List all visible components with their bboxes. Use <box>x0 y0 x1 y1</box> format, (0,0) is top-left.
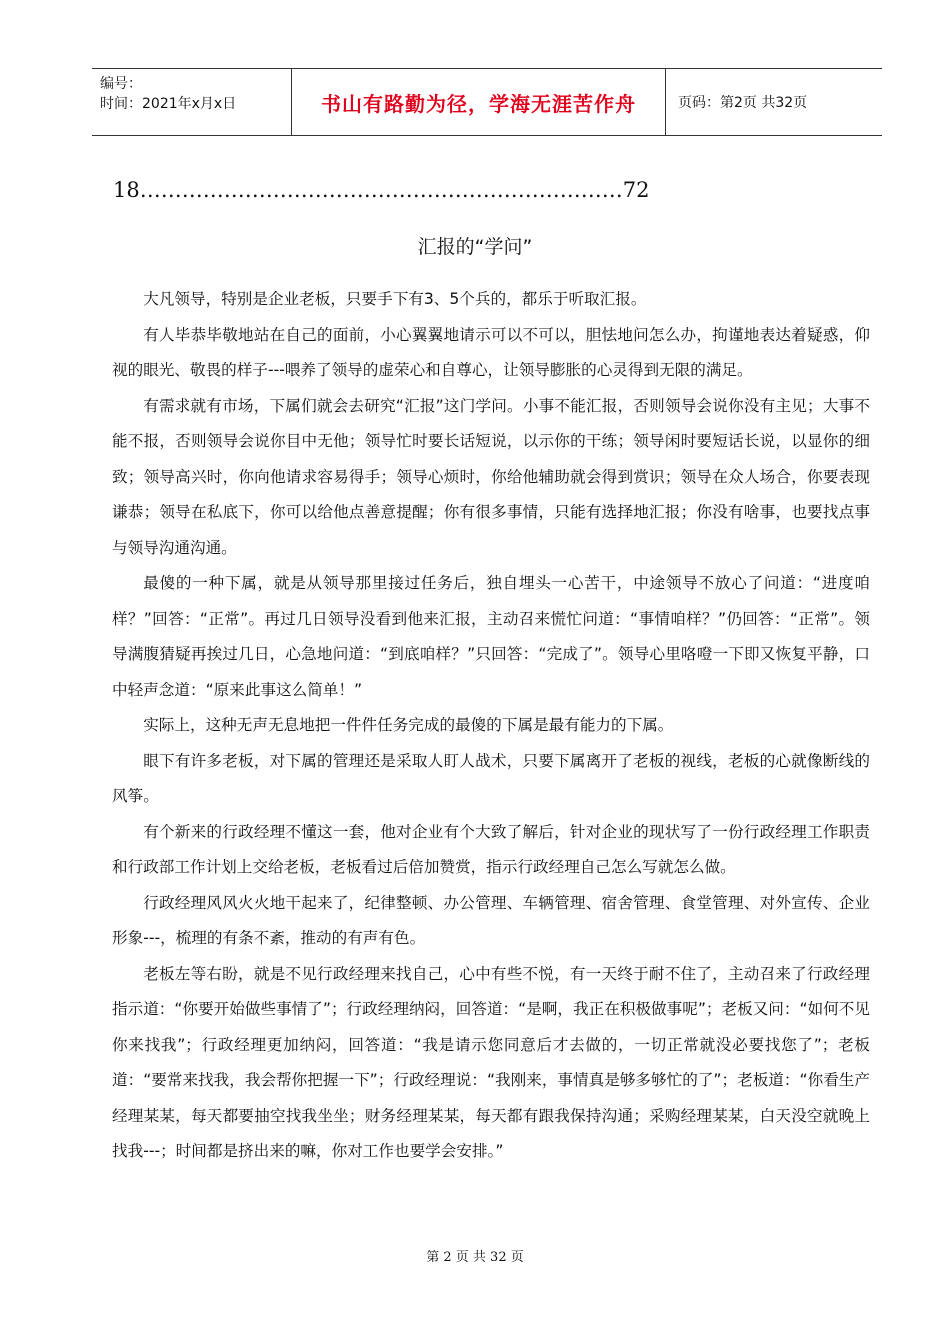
document-title: 汇报的“学问” <box>417 236 533 258</box>
body-text <box>112 282 870 1170</box>
header-page-cell <box>666 69 882 135</box>
code-label: 编号： <box>100 76 142 92</box>
motto-text: 书山有路勤为径，学海无涯苦作舟 <box>321 91 636 116</box>
page-header <box>92 68 882 136</box>
paragraph: 行政经理风风火火地干起来了，纪律整顿、办公管理、车辆管理、宿舍管理、食堂管理、对外宣传、企业形象---，梳理的有条不紊，推动的有声有色。 <box>112 893 870 947</box>
paragraph: 老板左等右盼，就是不见行政经理来找自己，心中有些不悦，有一天终于耐不住了，主动召来了行政经理指示道：“你要开始做些事情了”；行政经理纳闷，回答道：“是啊，我正在积极做事呢”；老板又问：“如何不见你来找我”；行政经理更加纳闷，回答道：“我是请示您同意后才去做的，一切正常就没必要找您了”；老板道：“要常来找我，我会帮你把握一下”；行政经理说：“我刚来，事情真是够多够忙的了”；老板道：“你看生产经理某某，每天都要抽空找我坐坐；财务经理某某，每天都有跟我保持沟通；采购经理某某，白天没空就晚上找我---；时间都是挤出来的嘛，你对工作也要学会安排。” <box>112 964 870 1160</box>
header-meta-cell <box>92 69 292 135</box>
paragraph: 实际上，这种无声无息地把一件件任务完成的最傻的下属是最有能力的下属。 <box>143 716 674 734</box>
time-label: 时间：2021年x月x日 <box>100 96 237 112</box>
header-motto-cell <box>292 69 666 135</box>
paragraph: 有人毕恭毕敬地站在自己的面前，小心翼翼地请示可以不可以，胆怯地问怎么办，拘谨地表达着疑惑，仰视的眼光、敬畏的样子---喂养了领导的虚荣心和自尊心，让领导膨胀的心灵得到无限的满足。 <box>112 325 870 379</box>
paragraph: 有个新来的行政经理不懂这一套，他对企业有个大致了解后，针对企业的现状写了一份行政经理工作职责和行政部工作计划上交给老板，老板看过后倍加赞赏，指示行政经理自己怎么写就怎么做。 <box>112 822 870 876</box>
paragraph: 最傻的一种下属，就是从领导那里接过任务后，独自埋头一心苦干，中途领导不放心了问道：“进度咱样？”回答：“正常”。再过几日领导没看到他来汇报，主动召来慌忙问道：“事情咱样？”仍回答：“正常”。领导满腹猜疑再挨过几日，心急地问道：“到底咱样？”只回答：“完成了”。领导心里咯噔一下即又恢复平静，口中轻声念道：“原来此事这么简单！” <box>112 574 870 699</box>
paragraph: 有需求就有市场，下属们就会去研究“汇报”这门学问。小事不能汇报，否则领导会说你没有主见；大事不能不报，否则领导会说你目中无他；领导忙时要长话短说，以示你的干练；领导闲时要短话长说，以显你的细致；领导高兴时，你向他请求容易得手；领导心烦时，你给他辅助就会得到赏识；领导在众人场合，你要表现谦恭；领导在私底下，你可以给他点善意提醒；你有很多事情，只能有选择地汇报；你没有啥事，也要找点事与领导沟通沟通。 <box>112 396 870 557</box>
page-reference: 页码：第2页 共32页 <box>678 95 808 111</box>
page-footer: 第 2 页 共 32 页 <box>426 1250 524 1265</box>
toc-entry: 18……………………………………………………………72 <box>113 178 650 202</box>
paragraph: 眼下有许多老板，对下属的管理还是采取人盯人战术，只要下属离开了老板的视线，老板的心就像断线的风筝。 <box>112 751 870 805</box>
paragraph: 大凡领导，特别是企业老板，只要手下有3、5个兵的，都乐于听取汇报。 <box>143 290 647 308</box>
